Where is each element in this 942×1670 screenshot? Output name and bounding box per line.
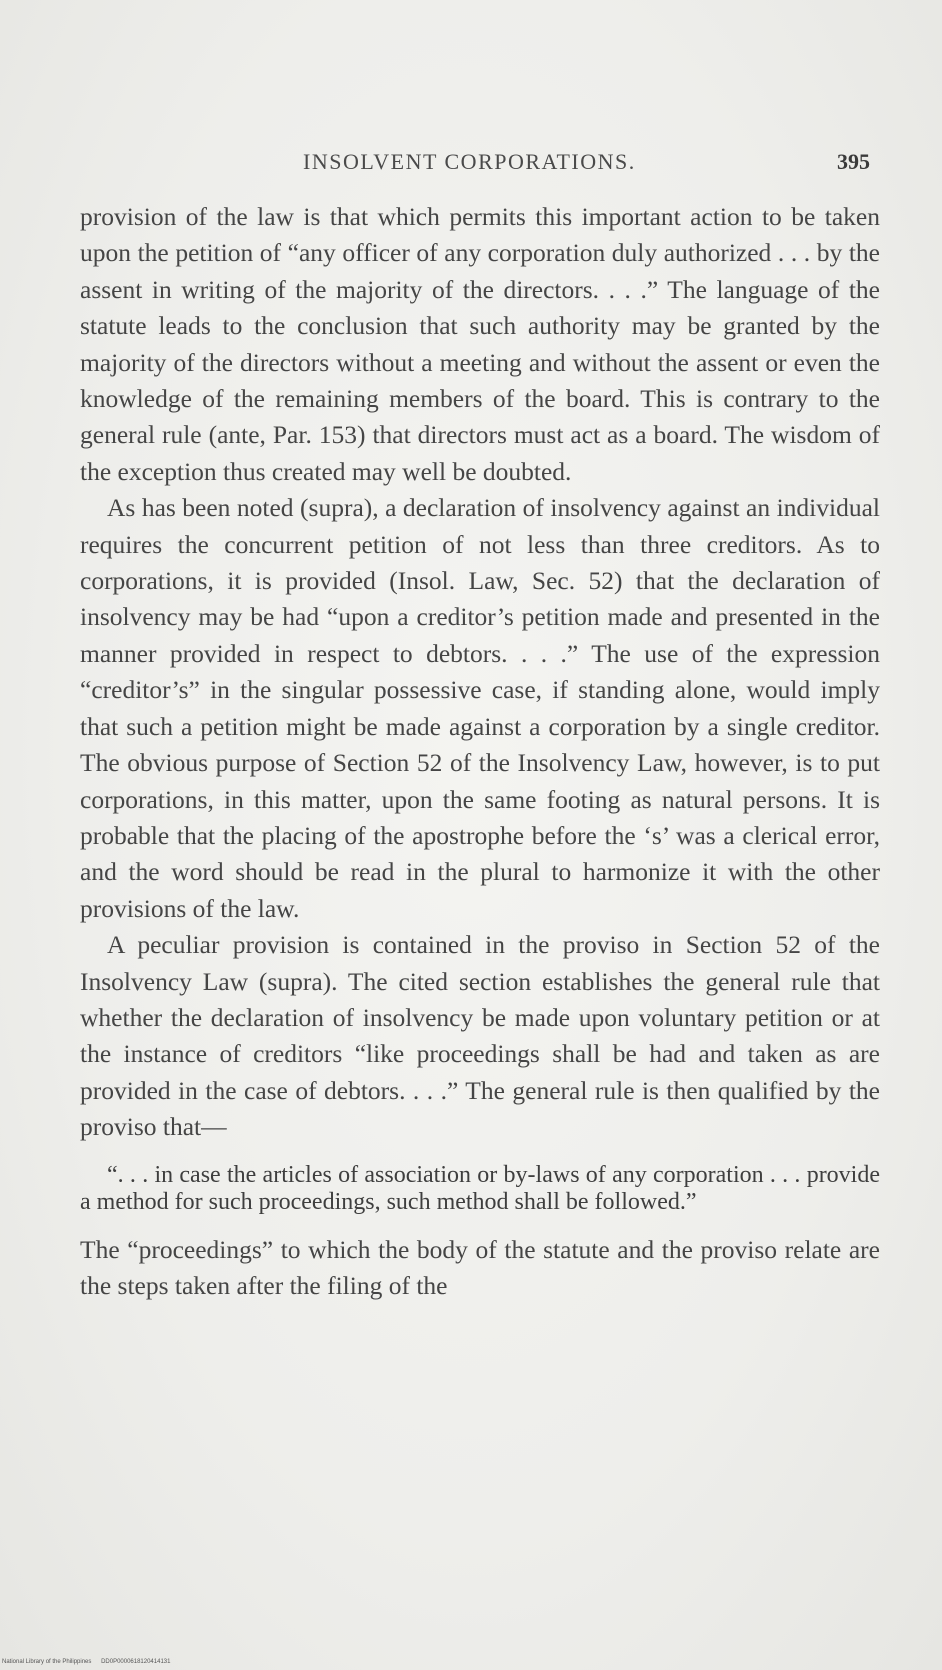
block-quote: “. . . in case the articles of association or by-laws of any corporation . . . provide a method for such proceedings, such method shall be followed.” — [80, 1161, 880, 1215]
paragraph-proviso: A peculiar provision is contained in the proviso in Section 52 of the Insolvency Law (supra). The cited section establishes the general rule that whether the declaration of insolvency be made upon voluntary petition or at the instance of creditors “like proceedings shall be had and taken as are provided in the case of debtors. . . .” The general rule is then qualified by the proviso that— — [80, 930, 880, 1142]
paragraph-creditors: As has been noted (supra), a declaration of insolvency against an individual requires the concurrent petition of not less than three creditors. As to corporations, it is provided (Insol. Law, Sec. 52) that the declaration of insolvency may be had “upon a creditor’s petition made and presented in the manner provided in respect to debtors. . . .” The use of the expression “creditor’s” in the singular possessive case, if standing alone, would imply that such a petition might be made against a corporation by a single creditor. The obvious purpose of Section 52 of the Insolvency Law, however, is to put corporations, in this matter, upon the same footing as natural persons. It is probable that the placing of the apostrophe before the ‘s’ was a clerical error, and the word should be read in the plural to harmonize it with the other provisions of the law. — [80, 493, 880, 923]
footer-library: National Library of the Philippines — [2, 1659, 92, 1665]
scan-footer — [2, 1659, 170, 1665]
running-title: INSOLVENT CORPORATIONS. — [303, 149, 636, 174]
body-text — [80, 199, 880, 1304]
paragraph-closing: The “proceedings” to which the body of the statute and the proviso relate are the steps taken after the filing of the — [80, 1234, 880, 1300]
page-number: 395 — [837, 149, 870, 174]
paragraph-continued: provision of the law is that which permits this important action to be taken upon the petition of “any officer of any corporation duly authorized . . . by the assent in writing of the majority of the directors. . . .” The language of the statute leads to the conclusion that such authority may be granted by the majority of the directors without a meeting and without the assent or even the knowledge of the remaining members of the board. This is contrary to the general rule (ante, Par. 153) that directors must act as a board. The wisdom of the exception thus created may well be doubted. — [80, 202, 880, 486]
footer-identifier: DD0P0000618120414131 — [101, 1659, 171, 1665]
page-header — [0, 149, 942, 179]
